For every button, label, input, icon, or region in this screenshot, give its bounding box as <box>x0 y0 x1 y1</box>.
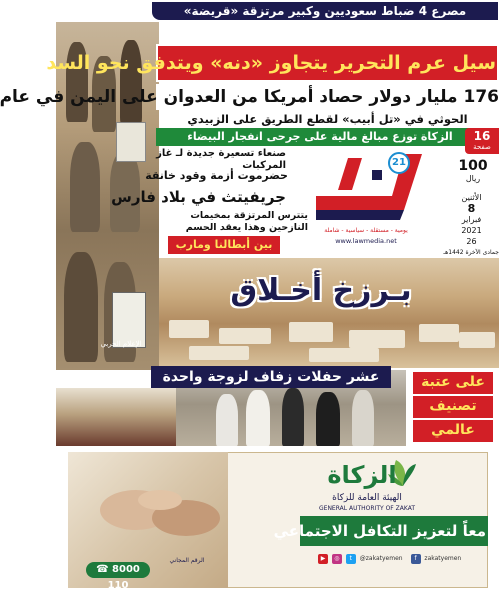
hands-illustration <box>96 470 226 550</box>
ranking-line-3: عالمي <box>413 420 493 442</box>
main-headline[interactable]: سيل عرم التحرير يتجاوز «دنه» ويتدفق نحو السد <box>46 52 496 74</box>
ad-phone-number[interactable] <box>86 562 150 591</box>
price-currency: ريال <box>465 174 481 183</box>
ad-phone-label: الرقم المجاني <box>169 557 205 564</box>
masthead-url[interactable]: www.lawmedia.net <box>335 237 397 245</box>
hijri-day: 26 <box>466 237 477 246</box>
phone-icon: ☎ <box>96 564 109 575</box>
ad-org-name-arabic: الهيئة العامة للزكاة <box>332 493 402 503</box>
ranking-headline[interactable] <box>408 370 498 446</box>
social-handle-1[interactable]: @zakatyemen <box>359 555 403 562</box>
date-day: 8 <box>467 202 476 215</box>
zakat-headline[interactable]: الزكاة توزع مبالغ مالية على جرحى انفجار البيضاء <box>187 130 453 143</box>
sanaa-headline[interactable]: صنعاء تسعيرة جديدة لـ غاز المركبات <box>156 148 286 171</box>
hijri-month: جمادى الآخرة 1442هـ <box>443 249 499 256</box>
price-box <box>449 158 497 190</box>
date-weekday: الأثنين <box>461 193 482 202</box>
page-count-badge <box>465 128 499 154</box>
twitter-icon[interactable]: t <box>346 554 356 564</box>
ranking-line-1: على عتبة <box>413 372 493 394</box>
ad-social-row <box>318 552 484 566</box>
social-handle-2[interactable]: zakatyemen <box>424 555 462 562</box>
photo-caption: الإعلام الحربي <box>100 340 142 348</box>
hadramout-headline[interactable]: حضرموت أزمة وقود خانقة <box>145 169 288 182</box>
date-year: 2021 <box>461 226 482 235</box>
page-count-number: 16 <box>473 129 491 143</box>
page-count-label: صفحة <box>473 143 491 151</box>
ad-brand-name: الزكاة <box>327 461 397 489</box>
barzakh-headline[interactable]: بـرزخ أخـلاق <box>230 273 412 308</box>
second-headline[interactable]: 176 مليار دولار حصاد أمريكا من العدوان على اليمن في عام <box>156 84 499 110</box>
facebook-icon[interactable]: f <box>411 554 421 564</box>
phone-number-text: 8000 110 <box>107 564 140 591</box>
third-headline[interactable]: الحوثي في «تل أبيب» لقطع الطريق على الزبيدي <box>187 112 468 126</box>
weddings-headline[interactable]: عشر حفلات زفاف لزوجة واحدة <box>162 369 380 385</box>
issue-date <box>444 192 499 264</box>
masthead-logo-glyph <box>292 150 432 226</box>
youtube-icon[interactable]: ▶ <box>318 554 328 564</box>
edition-number-circle: 21 <box>388 152 410 174</box>
mercenaries-headline[interactable]: يتترس المرتزقة بمخيمات النازحين وهذا يعقد الحسم <box>185 210 308 233</box>
abtal-headline[interactable]: بين أبطالنا ومارب <box>175 238 273 251</box>
price-amount: 100 <box>458 158 488 174</box>
date-month: فبراير <box>461 215 482 224</box>
ad-slogan: معاً لتعزيز التكافل الاجتماعي <box>273 522 486 540</box>
griffiths-headline[interactable]: جريفيتث في بلاد فارس <box>111 188 286 206</box>
top-banner-headline[interactable]: مصرع 4 ضباط سعوديين وكبير مرتزقة «قريضة» <box>152 2 498 20</box>
instagram-icon[interactable]: ◎ <box>332 554 342 564</box>
wedding-room-photo[interactable] <box>56 388 176 446</box>
ranking-line-2: تصنيف <box>413 396 493 418</box>
ad-org-name-english: GENERAL AUTHORITY OF ZAKAT <box>319 505 415 512</box>
masthead-tagline: يومية - مستقلة - سياسية - شاملة <box>324 227 408 234</box>
